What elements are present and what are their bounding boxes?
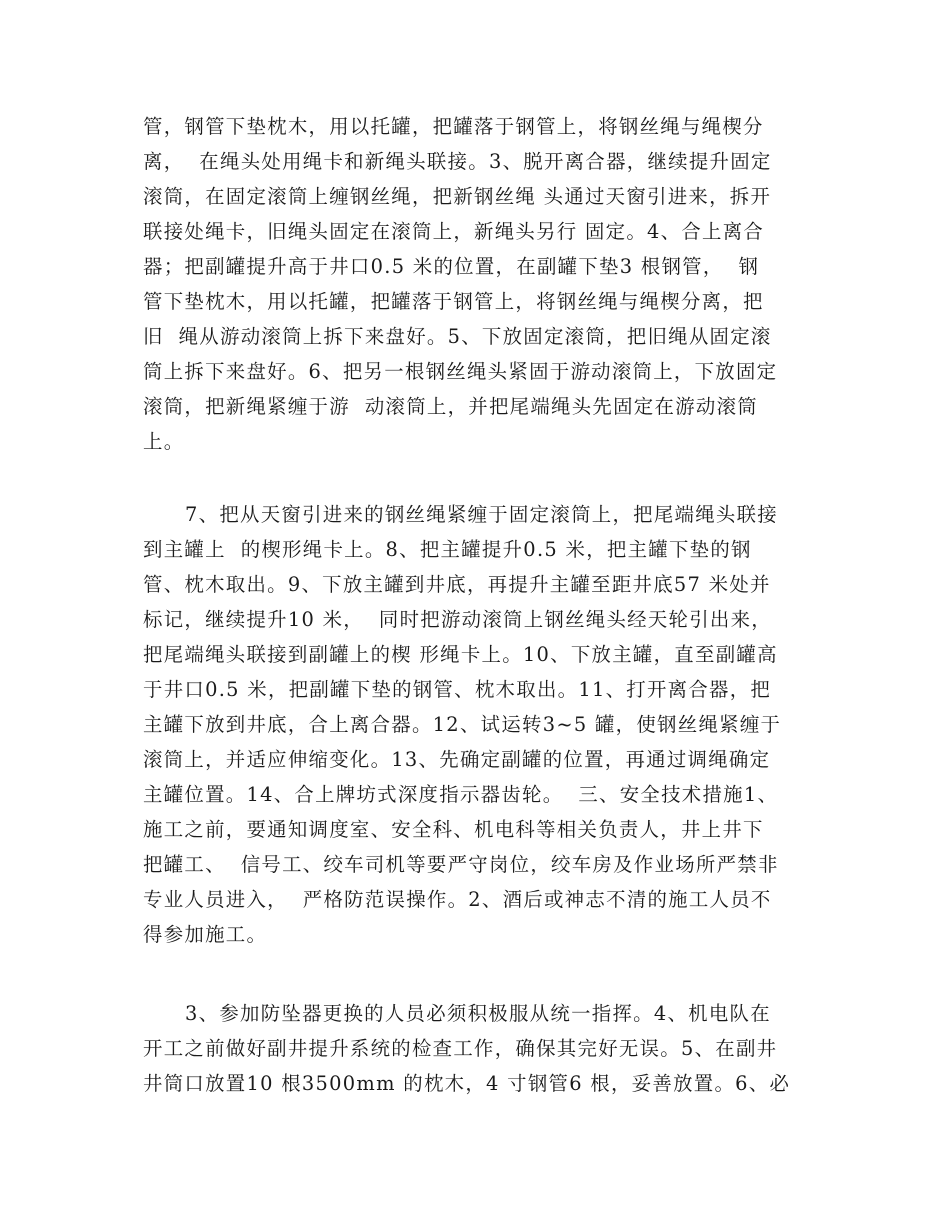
text-line: 管下垫枕木，用以托罐，把罐落于钢管上，将钢丝绳与绳楔分离，把 — [143, 290, 764, 313]
text-line: 滚筒上，并适应伸缩变化。13、先确定副罐的位置，再通过调绳确定 — [143, 748, 771, 771]
text-line: 开工之前做好副井提升系统的检查工作，确保其完好无误。5、在副井 — [143, 1037, 778, 1060]
text-line: 标记，继续提升10 米， 同时把游动滚筒上钢丝绳头经天轮引出来， — [143, 608, 773, 631]
text-line-indented: 7、把从天窗引进来的钢丝绳紧缠于固定滚筒上，把尾端绳头联接 — [185, 503, 778, 526]
text-line: 器；把副罐提升高于井口0.5 米的位置，在副罐下垫3 根钢管， 钢 — [143, 255, 760, 278]
text-line: 井筒口放置10 根3500mm 的枕木，4 寸钢管6 根，妥善放置。6、必 — [143, 1072, 791, 1095]
text-line: 筒上拆下来盘好。6、把另一根钢丝绳头紧固于游动滚筒上，下放固定 — [143, 360, 778, 383]
text-line: 主罐下放到井底，合上离合器。12、试运转3~5 罐，使钢丝绳紧缠于 — [143, 713, 782, 736]
paragraph-1 — [143, 109, 813, 459]
text-line: 管、枕木取出。9、下放主罐到井底，再提升主罐至距井底57 米处并 — [143, 573, 771, 596]
text-line: 滚筒，把新绳紧缠于游 动滚筒上，并把尾端绳头先固定在游动滚筒 — [143, 395, 758, 418]
text-line: 联接处绳卡，旧绳头固定在滚筒上，新绳头另行 固定。4、合上离合 — [143, 220, 765, 243]
text-line: 上。 — [143, 430, 185, 453]
text-line: 管，钢管下垫枕木，用以托罐，把罐落于钢管上，将钢丝绳与绳楔分 — [143, 115, 764, 138]
text-line: 把罐工、 信号工、绞车司机等要严守岗位，绞车房及作业场所严禁非 — [143, 853, 779, 876]
text-line: 专业人员进入， 严格防范误操作。2、酒后或神志不清的施工人员不 — [143, 888, 772, 911]
paragraph-3 — [143, 996, 813, 1101]
text-line: 主罐位置。14、合上牌坊式深度指示器齿轮。 三、安全技术措施1、 — [143, 783, 779, 806]
paragraph-2 — [143, 497, 813, 952]
text-line: 把尾端绳头联接到副罐上的楔 形绳卡上。10、下放主罐，直至副罐高 — [143, 643, 778, 666]
text-line: 旧 绳从游动滚筒上拆下来盘好。5、下放固定滚筒，把旧绳从固定滚 — [143, 325, 772, 348]
text-line: 施工之前，要通知调度室、安全科、机电科等相关负责人，井上井下 — [143, 818, 764, 841]
text-line: 得参加施工。 — [143, 923, 268, 946]
text-line: 于井口0.5 米，把副罐下垫的钢管、枕木取出。11、打开离合器，把 — [143, 678, 772, 701]
text-line: 到主罐上 的楔形绳卡上。8、把主罐提升0.5 米，把主罐下垫的钢 — [143, 538, 752, 561]
text-line: 离， 在绳头处用绳卡和新绳头联接。3、脱开离合器，继续提升固定 — [143, 150, 772, 173]
text-line: 滚筒，在固定滚筒上缠钢丝绳，把新钢丝绳 头通过天窗引进来，拆开 — [143, 185, 772, 208]
text-line-indented: 3、参加防坠器更换的人员必须积极服从统一指挥。4、机电队在 — [185, 1002, 771, 1025]
